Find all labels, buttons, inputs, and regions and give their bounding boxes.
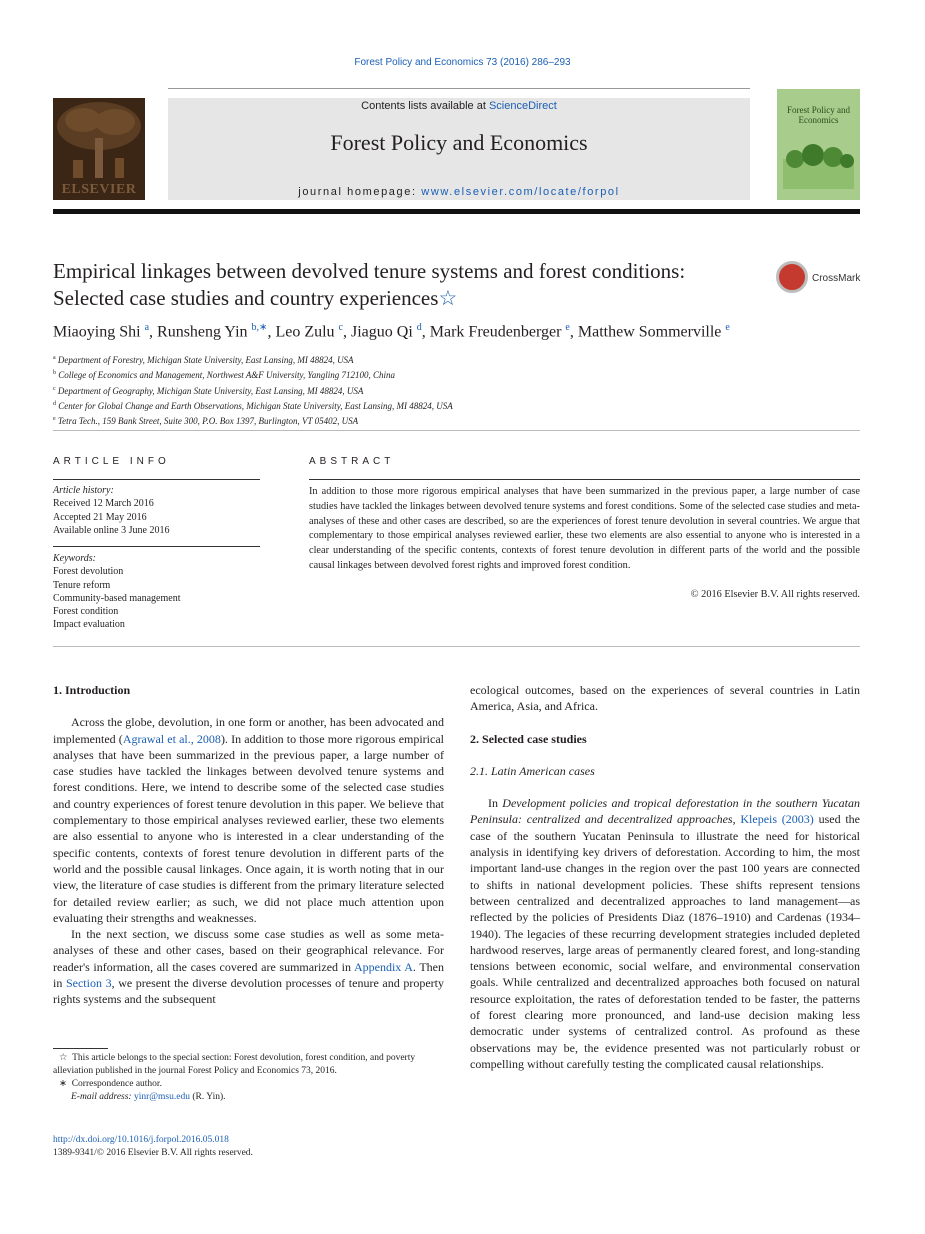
contents-prefix: Contents lists available at [361, 100, 489, 112]
cover-trees-icon [783, 129, 854, 189]
paragraph [53, 714, 444, 926]
footnote-mark: ∗ [59, 1079, 67, 1089]
article-history [53, 484, 260, 537]
paragraph-text: In [488, 796, 503, 811]
author: Miaoying Shi [53, 323, 141, 341]
elsevier-logo[interactable] [53, 98, 145, 200]
article-title-text: Empirical linkages between devolved tenure systems and forest conditions: Selected case studies and country experiences [53, 259, 686, 310]
contents-line [168, 100, 750, 112]
publisher-logo-text: ELSEVIER [61, 182, 137, 197]
email-link[interactable]: yinr@msu.edu [133, 1092, 190, 1102]
cover-title: Forest Policy and Economics [787, 105, 850, 125]
affiliation-text: Department of Geography, Michigan State University, East Lansing, MI 48824, USA [57, 385, 364, 396]
affiliation-text: Tetra Tech., 159 Bank Street, Suite 300, P.O. Box 1397, Burlington, VT 05402, USA [57, 416, 359, 427]
section-heading: 2. Selected case studies [470, 731, 587, 746]
paragraph [470, 795, 860, 1072]
affiliation-mark: a [53, 355, 56, 361]
footnote-text: This article belongs to the special section: Forest devolution, forest condition, and poverty alleviation published in the journal Forest Policy and Economics 73, 2016. [53, 1053, 416, 1076]
paragraph-text: In the next section, we discuss some case studies as well as some meta-analyses of these and other cases, based on their geographical relevance. For reader's information, all the cases covered are summarized in [53, 927, 444, 974]
homepage-prefix: journal homepage: [298, 186, 422, 198]
author: Matthew Sommerville [577, 323, 722, 341]
divider [53, 479, 260, 480]
history-item: Available online 3 June 2016 [53, 524, 170, 536]
issn-line: 1389-9341/© 2016 Elsevier B.V. All rights reserved. [53, 1148, 253, 1158]
paragraph-text: used the case of the southern Yucatan Peninsula to illustrate the need for historical analysis in identifying key drivers of deforestation. According to him, the most important land-use changes in the region over the past 100 years are connected to shifts in national development policies. These shifts represent tensions between centralized and decentralized approaches to land management—as reflected by the policies of Presidents Diaz (1876–1910) and Cardenas (1934–1940). The legacies of these recurring development strategies included depleted hardwood reserves, large areas of permanently cleared forest, and long-standing tensions between economic, social welfare, and environmental conservation goals. While centralized and decentralized approaches both focused on natural resource exploitation, the rates of deforestation tended to be faster, the patterns of forest clearing more pronounced, and land-use decision making less democratic under systems of centralized control. As profound as these observations may be, the evidence presented was not particularly robust or compelling without carefully testing the complicated causal relationships. [470, 812, 860, 1071]
footnote [53, 1052, 444, 1078]
journal-cover[interactable] [777, 89, 860, 200]
keyword: Forest devolution [53, 566, 124, 578]
paragraph-text: . Then in [53, 959, 444, 991]
author-affil-link[interactable]: d [416, 322, 422, 333]
author-affil-link[interactable]: e [565, 322, 570, 333]
affiliation [53, 383, 753, 398]
page-footer [53, 1134, 253, 1160]
abstract-copyright: © 2016 Elsevier B.V. All rights reserved. [690, 589, 860, 600]
left-column [53, 682, 444, 1008]
footnote-text: (R. Yin). [189, 1092, 226, 1102]
affiliation [53, 352, 753, 367]
keyword: Tenure reform [53, 579, 111, 591]
journal-citation-link[interactable]: Forest Policy and Economics 73 (2016) 286–293 [354, 57, 571, 68]
paragraph-text-italic: Development policies and tropical deforestation in the southern Yucatan Peninsula: centralized and decentralized approaches [470, 796, 860, 827]
affiliation [53, 398, 753, 413]
keywords-label: Keywords: [53, 553, 96, 564]
subsection-heading: 2.1. Latin American cases [470, 763, 595, 778]
author-affil-link[interactable]: a [144, 322, 150, 333]
keyword: Forest condition [53, 606, 119, 618]
affiliation-mark: d [53, 400, 56, 407]
author-list: Miaoying Shi $^a$, Runsheng Yin $^{b,∗}$, Leo Zulu $^c$, Jiaguo Qi $^d$, Mark Freudenberger $^e$, Matthew Sommerville $^e$ [53, 322, 730, 341]
affiliation-mark: e [53, 416, 56, 423]
footnote-rule [53, 1048, 108, 1049]
keyword: Community-based management [53, 592, 181, 604]
paragraph: ecological outcomes, based on the experiences of several countries in Latin America, Asia, and Africa. [470, 683, 860, 714]
paragraph [53, 926, 444, 1007]
affiliation-text: Center for Global Change and Earth Observations, Michigan State University, East Lansing, MI 48824, USA [58, 400, 453, 411]
abstract-heading: ABSTRACT [309, 456, 395, 467]
crossmark-icon[interactable] [776, 261, 808, 293]
reference-link[interactable]: Agrawal et al., 2008 [122, 731, 221, 746]
affiliation-text: Department of Forestry, Michigan State University, East Lansing, MI 48824, USA [57, 355, 354, 365]
affiliation [53, 367, 753, 382]
tree-icon [53, 98, 145, 184]
doi-link[interactable]: http://dx.doi.org/10.1016/j.forpol.2016.05.018 [53, 1135, 229, 1145]
divider [53, 430, 860, 431]
divider [53, 546, 260, 547]
paragraph-text: Across the globe, devolution, in one form or another, has been advocated and implemented ( [53, 715, 444, 746]
homepage-link[interactable]: www.elsevier.com/locate/forpol [421, 186, 620, 198]
header-rule [168, 88, 750, 89]
paragraph-text: ). In addition to those more rigorous empirical analyses that have been summarized in the previous paper, a large number of case studies have tackled the linkages between devolved tenure systems and forest conditions. Here, we intend to describe some of the selected case studies and country experiences of forest tenure devolution in this paper. We believe that complementary to those empirical analyses reviewed earlier, these two elements are also essential to anyone who is interested in a clear understanding of the specific contents, contexts of forest tenure devolution in different parts of the world and the possible causal linkages. Once again, it is worth noting that in our view, the literature of case studies is different from the primary literature selected for detailed review earlier; as such, we did not place much attention upon evaluating their strengths and weaknesses. [53, 731, 444, 925]
article-info-heading: ARTICLE INFO [53, 456, 170, 467]
author-affil-link[interactable]: b,∗ [251, 322, 268, 333]
keywords [53, 552, 260, 632]
footnote [53, 1078, 444, 1091]
title-footnote-link[interactable]: ☆ [438, 286, 458, 310]
crossmark-label[interactable]: CrossMark [812, 273, 861, 284]
affiliation-text: College of Economics and Management, Northwest A&F University, Yangling 712100, China [58, 370, 395, 381]
author-affil-link[interactable]: e [725, 322, 730, 333]
article-title [53, 258, 753, 312]
sciencedirect-link[interactable]: ScienceDirect [488, 100, 557, 112]
affiliations [53, 352, 753, 428]
email-label: E-mail address: [71, 1092, 134, 1102]
author: Runsheng Yin [157, 323, 248, 341]
affiliation [53, 413, 753, 428]
history-item: Accepted 21 May 2016 [53, 511, 147, 523]
author: Leo Zulu [275, 323, 335, 341]
history-item: Received 12 March 2016 [53, 498, 154, 510]
affiliation-mark: c [53, 385, 56, 392]
abstract-text: In addition to those more rigorous empirical analyses that have been summarized in the previous paper, a large number of case studies have tackled the linkages between devolved tenure systems and forest conditions. Some of the selected case studies and meta-analyses of these and other cases are described, so are the experiences of forest tenure devolution in several countries. We argue that complementary to those empirical analyses reviewed earlier, these two elements are also essential to anyone who is interested in a clear understanding of the specific contents, contexts of forest tenure devolution in different parts of the world and the possible causal linkages between devolved forest rights and improved forest condition. [309, 486, 860, 571]
author: Jiaguo Qi [350, 323, 413, 341]
footnote [53, 1091, 444, 1104]
divider [309, 479, 860, 480]
affiliation-mark: b [53, 370, 56, 377]
footnote-mark: ☆ [59, 1053, 68, 1063]
right-column [470, 682, 860, 1072]
footnotes [53, 1052, 444, 1104]
header-thick-rule [53, 209, 860, 214]
section-link[interactable]: Section 3 [65, 976, 112, 991]
appendix-link[interactable]: Appendix A [353, 959, 413, 974]
history-label: Article history: [53, 485, 114, 496]
author: Mark Freudenberger [429, 323, 562, 341]
keyword: Impact evaluation [53, 619, 125, 631]
reference-link[interactable]: Klepeis (2003) [740, 812, 814, 827]
journal-homepage [168, 186, 750, 198]
journal-title: Forest Policy and Economics [330, 130, 588, 155]
paragraph-text: , we present the diverse devolution processes of tenure and property rights systems and the subsequent [53, 976, 444, 1007]
divider [53, 646, 860, 647]
footnote-text: Correspondence author. [71, 1079, 162, 1089]
author-affil-link[interactable]: c [338, 322, 343, 333]
section-heading: 1. Introduction [53, 683, 131, 697]
paragraph-text: , [732, 812, 741, 827]
